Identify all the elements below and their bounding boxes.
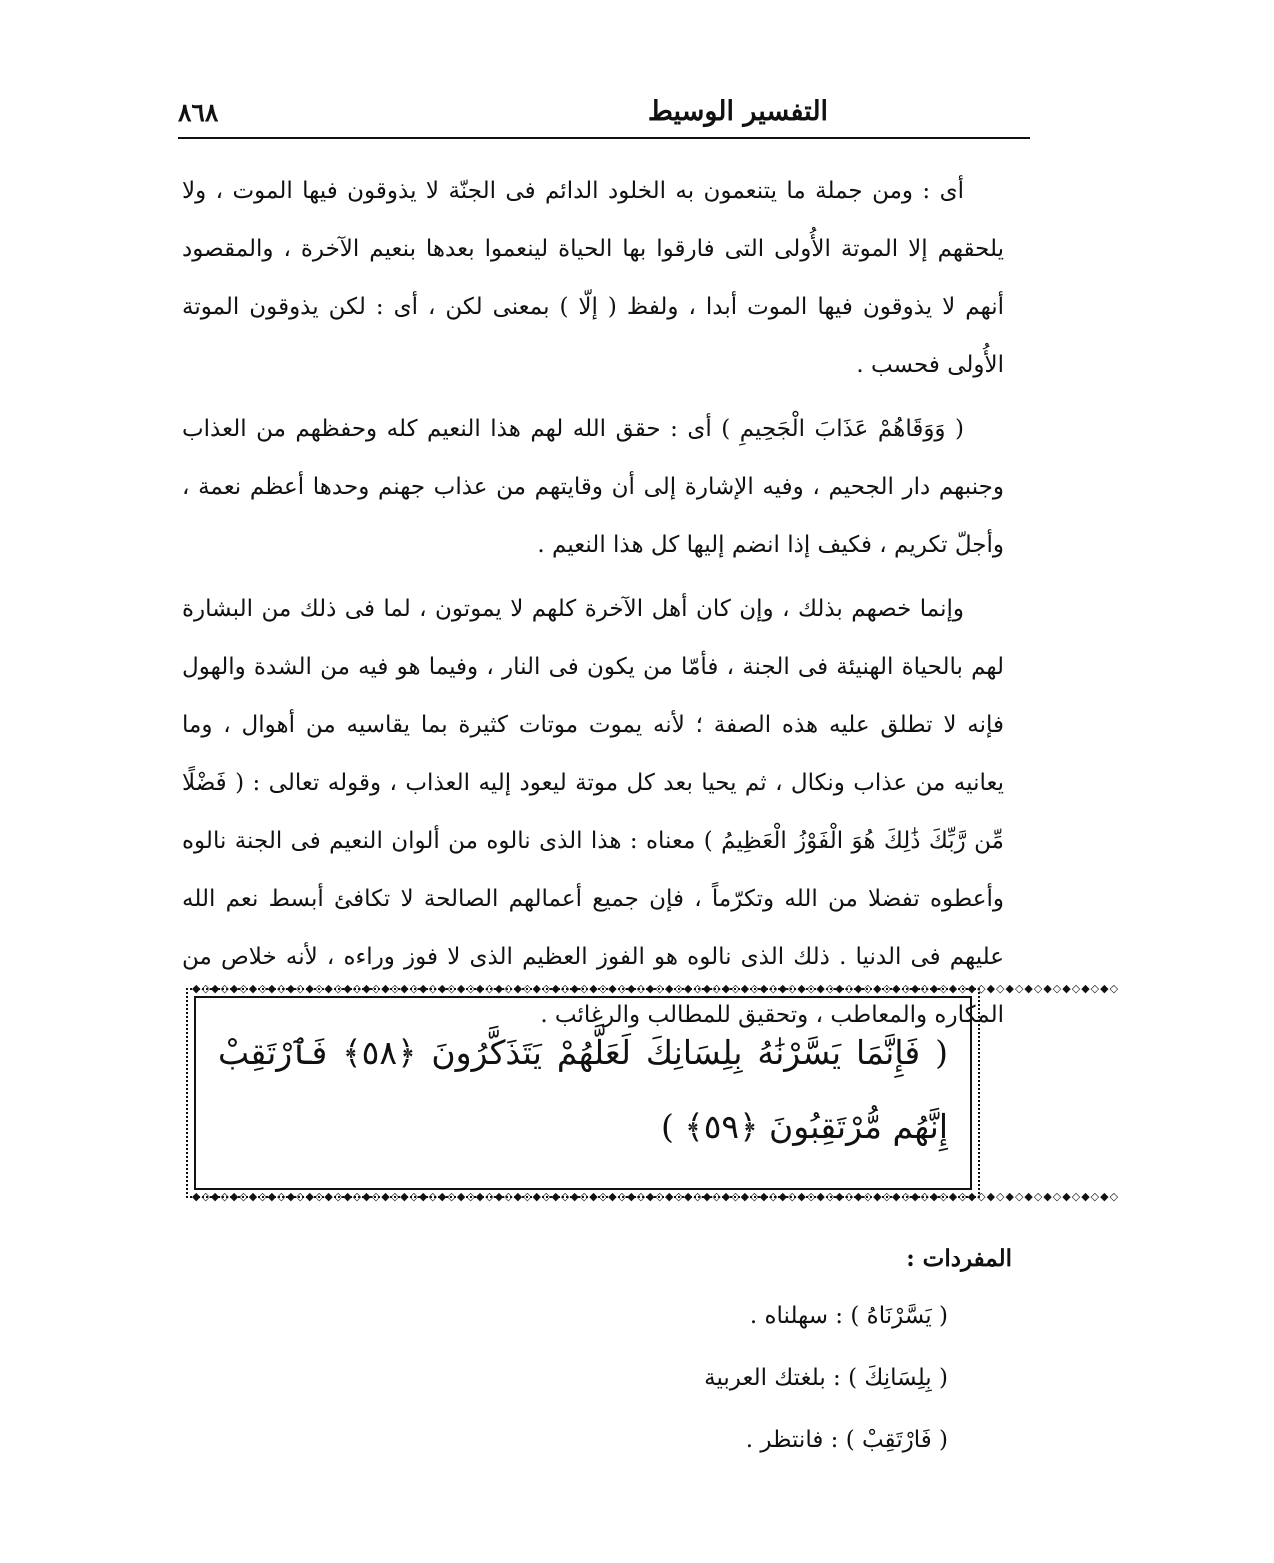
quran-verse: ( فَإِنَّمَا يَسَّرْنَٰهُ بِلِسَانِكَ لَعَلَّهُمْ يَتَذَكَّرُونَ ﴿٥٨﴾ فَٱرْتَقِبْ إِنَّهُم مُّرْتَقِبُونَ ﴿٥٩﴾ ) bbox=[218, 1033, 948, 1146]
commentary-paragraph: أى : ومن جملة ما يتنعمون به الخلود الدائم فى الجنّة لا يذوقون فيها الموت ، ولا يلحقهم إلا الموتة الأُولى التى فارقوا بها الحياة لينعموا بعدها بنعيم الآخرة ، والمقصود أنهم لا يذوقون فيها الموت أبدا ، ولفظ ( إلّا ) بمعنى لكن ، أى : لكن يذوقون الموتة الأُولى فحسب . bbox=[182, 178, 1004, 378]
page-number: ٨٦٨ bbox=[178, 98, 219, 127]
vocabulary-item: ( يَسَّرْنَاهُ ) : سهلناه . bbox=[749, 1303, 948, 1329]
quran-verse-frame bbox=[186, 982, 1120, 1203]
page-header bbox=[178, 92, 1030, 136]
commentary-paragraph: وإنما خصهم بذلك ، وإن كان أهل الآخرة كلهم لا يموتون ، لما فى ذلك من البشارة لهم بالحياة الهنيئة فى الجنة ، فأمّا من يكون فى النار ، وفيما هو فيه من الشدة والهول فإنه لا تطلق عليه هذه الصفة ؛ لأنه يموت موتات كثيرة بما يقاسيه من أهوال ، وما يعانيه من عذاب ونكال ، ثم يحيا بعد كل موتة ليعود إليه العذاب ، وقوله تعالى : ( فَضْلًا مِّن رَّبِّكَ ذَٰلِكَ هُوَ الْفَوْزُ الْعَظِيمُ ) معناه : هذا الذى نالوه من ألوان النعيم فى الجنة نالوه وأعطوه تفضلا من الله وتكرّماً ، فإن جميع أعمالهم الصالحة لا تكافئ أبسط نعم الله عليهم فى الدنيا . ذلك الذى نالوه هو الفوز العظيم الذى لا فوز وراءه ، لأنه خلاص من المكاره والمعاطب ، وتحقيق للمطالب والرغائب . bbox=[182, 596, 1004, 1028]
vocabulary-heading: المفردات : bbox=[906, 1245, 1012, 1272]
vocabulary-item: ( فَارْتَقِبْ ) : فانتظر . bbox=[745, 1427, 948, 1453]
frame-ornament-top: ◆◇◆◇◆◇◆◇◆◇◆◇◆◇◆◇◆◇◆◇◆◇◆◇◆◇◆◇◆◇◆◇◆◇◆◇◆◇◆◇◆◇◆◇◆◇◆◇◆◇◆◇◆◇◆◇◆◇◆◇◆◇◆◇◆◇◆◇◆◇◆◇◆◇◆◇◆◇◆◇◆◇◆◇◆◇◆◇◆◇◆◇◆◇◆◇◆◇ bbox=[192, 982, 1120, 995]
commentary-paragraph: ( وَوَقَاهُمْ عَذَابَ الْجَحِيمِ ) أى : حقق الله لهم هذا النعيم كله وحفظهم من العذاب وجنبهم دار الجحيم ، وفيه الإشارة إلى أن وقايتهم من عذاب جهنم وحدها أعظم نعمة ، وأجلّ تكريم ، فكيف إذا انضم إليها كل هذا النعيم . bbox=[182, 416, 1004, 558]
vocabulary-list bbox=[500, 1285, 948, 1471]
header-rule bbox=[178, 137, 1030, 139]
vocabulary-item: ( بِلِسَانِكَ ) : بلغتك العربية bbox=[704, 1365, 948, 1391]
commentary-text bbox=[182, 162, 1120, 1050]
frame-ornament-bottom: ◆◇◆◇◆◇◆◇◆◇◆◇◆◇◆◇◆◇◆◇◆◇◆◇◆◇◆◇◆◇◆◇◆◇◆◇◆◇◆◇◆◇◆◇◆◇◆◇◆◇◆◇◆◇◆◇◆◇◆◇◆◇◆◇◆◇◆◇◆◇◆◇◆◇◆◇◆◇◆◇◆◇◆◇◆◇◆◇◆◇◆◇◆◇◆◇◆◇ bbox=[192, 1190, 1120, 1203]
running-title: التفسير الوسيط bbox=[647, 96, 829, 127]
